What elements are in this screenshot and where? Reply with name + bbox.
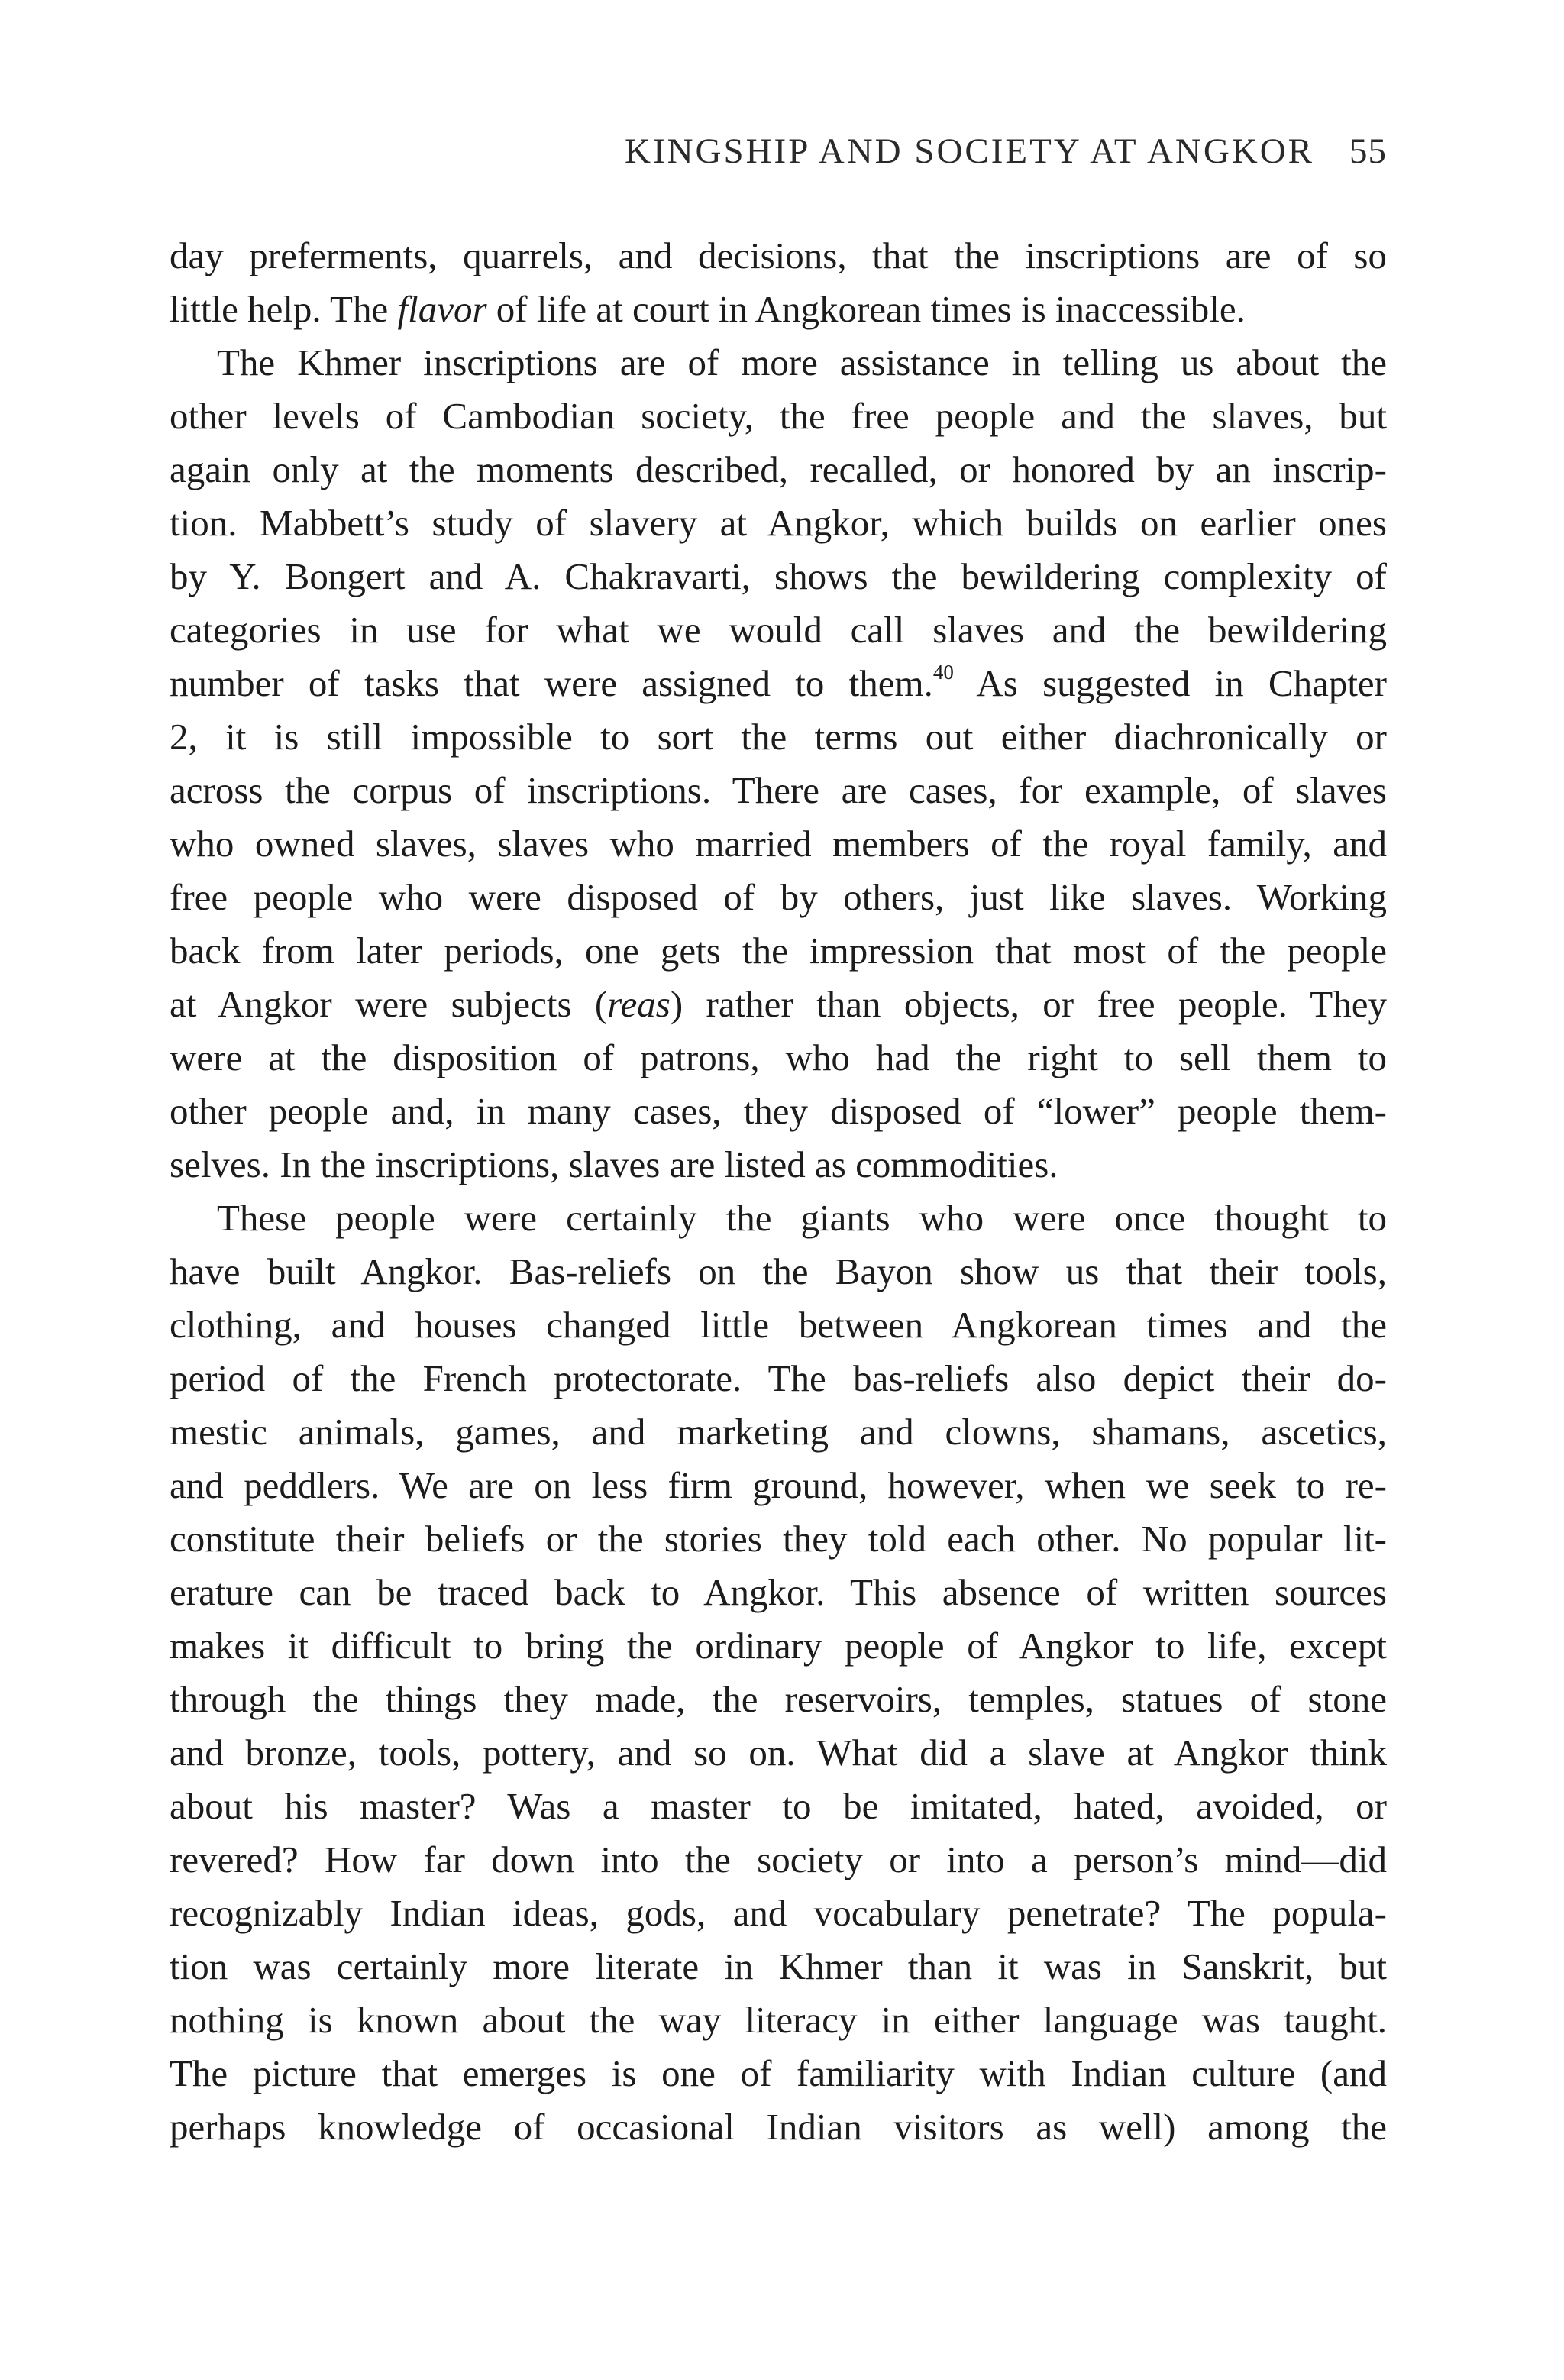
text-line: were at the disposition of patrons, who had the right to sell them to (170, 1036, 1387, 1078)
text-line: and peddlers. We are on less firm ground, however, when we seek to re- (170, 1464, 1387, 1506)
running-head (170, 128, 1387, 174)
text-line: clothing, and houses changed little between Angkorean times and the (170, 1304, 1387, 1346)
text-line: recognizably Indian ideas, gods, and vocabulary penetrate? The popula- (170, 1892, 1387, 1934)
text-line: constitute their beliefs or the stories they told each other. No popular lit- (170, 1518, 1387, 1560)
text-line: selves. In the inscriptions, slaves are listed as commodities. (170, 1143, 1058, 1185)
text-line: again only at the moments described, recalled, or honored by an inscrip- (170, 448, 1387, 490)
text-line: who owned slaves, slaves who married members of the royal family, and (170, 823, 1387, 865)
footnote-marker[interactable]: 40 (932, 661, 954, 684)
running-title: KINGSHIP AND SOCIETY AT ANGKOR (625, 131, 1314, 171)
text-line: The picture that emerges is one of familiarity with Indian culture (and (170, 2052, 1387, 2094)
text-line: by Y. Bongert and A. Chakravarti, shows the bewildering complexity of (170, 555, 1387, 597)
text-line: back from later periods, one gets the impression that most of the people (170, 930, 1387, 972)
text-line: at Angkor were subjects (reas) rather than objects, or free people. They (170, 983, 1387, 1025)
text-line: through the things they made, the reservoirs, temples, statues of stone (170, 1678, 1387, 1720)
text-line: other people and, in many cases, they disposed of “lower” people them- (170, 1090, 1387, 1132)
text-line: The Khmer inscriptions are of more assistance in telling us about the (217, 341, 1387, 383)
text-line: categories in use for what we would call slaves and the bewildering (170, 609, 1387, 651)
text-line: little help. The flavor of life at court in Angkorean times is inaccessible. (170, 288, 1246, 330)
page-number: 55 (1349, 131, 1387, 171)
text-line: revered? How far down into the society or into a person’s mind—did (170, 1838, 1387, 1880)
text-line: tion. Mabbett’s study of slavery at Angkor, which builds on earlier ones (170, 502, 1387, 544)
text-line: 2, it is still impossible to sort the terms out either diachronically or (170, 716, 1387, 758)
text-line: period of the French protectorate. The bas-reliefs also depict their do- (170, 1357, 1387, 1399)
text-line: nothing is known about the way literacy in either language was taught. (170, 1999, 1387, 2041)
text-line: These people were certainly the giants who were once thought to (217, 1197, 1387, 1239)
text-line: across the corpus of inscriptions. There are cases, for example, of slaves (170, 769, 1387, 811)
text-line: number of tasks that were assigned to them.$^{40}$ As suggested in Chapter (170, 661, 1387, 704)
text-line: tion was certainly more literate in Khmer than it was in Sanskrit, but (170, 1945, 1387, 1987)
italic-term: reas (607, 983, 671, 1025)
text-line: other levels of Cambodian society, the free people and the slaves, but (170, 395, 1387, 437)
text-line: makes it difficult to bring the ordinary people of Angkor to life, except (170, 1625, 1387, 1667)
text-line: free people who were disposed of by others, just like slaves. Working (170, 876, 1387, 918)
body-text (170, 229, 1387, 2154)
text-line: perhaps knowledge of occasional Indian visitors as well) among the (170, 2106, 1387, 2148)
text-line: erature can be traced back to Angkor. This absence of written sources (170, 1571, 1387, 1613)
text-line: mestic animals, games, and marketing and clowns, shamans, ascetics, (170, 1411, 1387, 1453)
italic-term: flavor (397, 288, 487, 330)
text-line: about his master? Was a master to be imitated, hated, avoided, or (170, 1785, 1387, 1827)
text-line: have built Angkor. Bas-reliefs on the Bayon show us that their tools, (170, 1250, 1387, 1292)
text-line: and bronze, tools, pottery, and so on. What did a slave at Angkor think (170, 1732, 1387, 1774)
text-line: day preferments, quarrels, and decisions, that the inscriptions are of so (170, 234, 1387, 276)
